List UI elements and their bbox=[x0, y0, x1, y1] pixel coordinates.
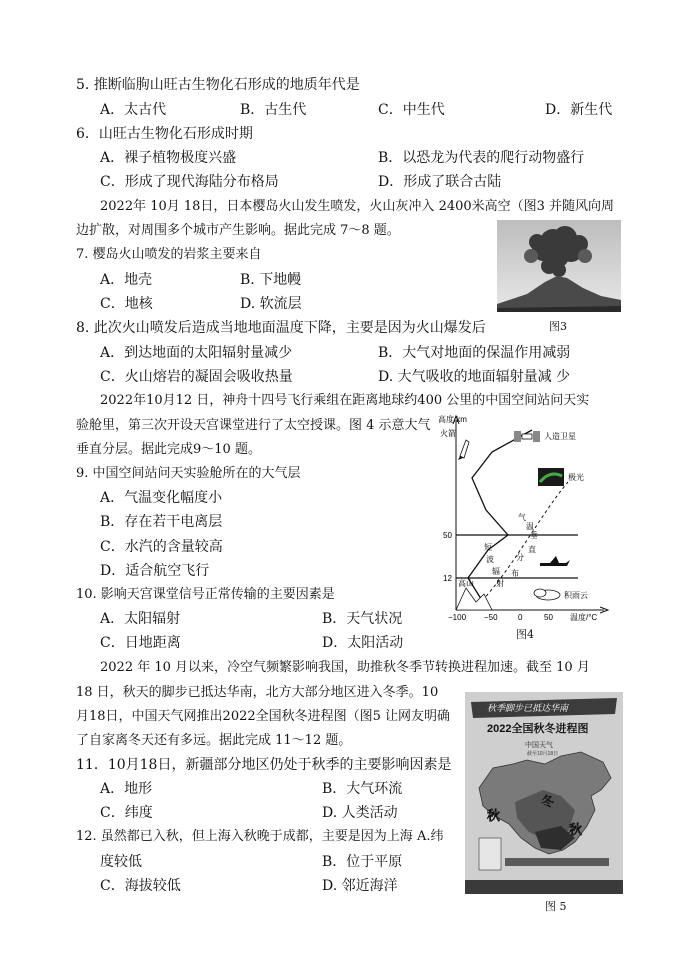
autumn-label-south: 秋 bbox=[569, 822, 583, 837]
map-date: 截至10月18日 bbox=[527, 751, 559, 757]
q11-option-d: D. 人类活动 bbox=[322, 805, 398, 821]
tick-12: 12 bbox=[443, 574, 452, 583]
cloud-label: 积雨云 bbox=[564, 591, 588, 600]
q12-option-d: D. 邻近海洋 bbox=[322, 878, 398, 894]
stratum-char-1: 气 bbox=[518, 513, 526, 522]
q12-option-b: B．位于平原 bbox=[322, 854, 403, 870]
q6-option-d: D．形成了联合古陆 bbox=[378, 174, 502, 190]
xtick-50: 50 bbox=[544, 613, 553, 622]
wave-char-3: 辐 bbox=[492, 567, 500, 576]
q5-option-c: C．中生代 bbox=[378, 102, 445, 118]
wave-char-4: 射 bbox=[496, 579, 504, 588]
airplane-icon bbox=[540, 556, 570, 566]
q8-option-c: C．火山熔岩的凝固会吸收热量 bbox=[100, 369, 293, 385]
stratum-char-2: 温 bbox=[526, 522, 534, 531]
map-brand: 中国天气 bbox=[525, 742, 553, 749]
q9-option-c: C．水汽的含量较高 bbox=[100, 539, 223, 555]
volcano-photo bbox=[497, 220, 621, 312]
stratum-char-5: 分 bbox=[516, 553, 524, 562]
passage3-line1: 2022 年 10 月以来，冷空气频繁影响我国，助推秋冬季节转换进程加速。截至 10 月 bbox=[100, 660, 590, 675]
q11-option-b: B．大气环流 bbox=[322, 781, 403, 797]
q11-option-c: C．纬度 bbox=[100, 805, 153, 821]
atmosphere-diagram bbox=[432, 410, 612, 625]
winter-label: 冬 bbox=[541, 794, 555, 809]
figure5-caption: 图 5 bbox=[545, 900, 567, 913]
y-axis-label: 高度/km bbox=[438, 415, 467, 424]
q7-option-c: C．地核 bbox=[100, 296, 153, 312]
mountain-icon bbox=[456, 588, 492, 610]
q6-option-b: B．以恐龙为代表的爬行动物盛行 bbox=[378, 150, 585, 166]
passage2-line1: 2022年10月12 日，神舟十四号飞行乘组在距离地球约400 公里的中国空间站问天实 bbox=[100, 393, 590, 408]
satellite-label: 人造卫星 bbox=[544, 432, 576, 441]
q9-option-d: D．适合航空飞行 bbox=[100, 563, 210, 579]
q5-option-b: B．古生代 bbox=[240, 102, 307, 118]
q11-stem: 11．10月18日，新疆部分地区仍处于秋季的主要影响因素是 bbox=[76, 757, 452, 773]
aurora-label: 极光 bbox=[568, 473, 584, 482]
q6-option-a: A．裸子植物极度兴盛 bbox=[100, 150, 237, 166]
passage2-line2: 验舱里，第三次开设天宫课堂进行了太空授课。图 4 示意大气 bbox=[76, 418, 431, 433]
passage1-line1: 2022年 10月 18日，日本樱岛火山发生喷发，火山灰冲入 2400米高空（图3 并随风向周 bbox=[100, 199, 615, 214]
autumn-winter-map bbox=[465, 692, 623, 894]
map-footer bbox=[465, 880, 623, 894]
q8-option-b: B．大气对地面的保温作用减弱 bbox=[378, 345, 571, 361]
stratum-char-3: 垂 bbox=[530, 531, 538, 540]
stratum-char-4: 直 bbox=[528, 545, 536, 554]
passage2-line3: 垂直分层。据此完成9～10 题。 bbox=[76, 442, 261, 457]
passage3-line4: 了自家离冬天还有多远。据此完成 11～12 题。 bbox=[76, 733, 352, 748]
q10-option-b: B．天气状况 bbox=[322, 611, 403, 627]
map-banner-text: 秋季脚步已抵达华南 bbox=[487, 703, 569, 713]
south-sea-inset bbox=[479, 838, 501, 870]
q8-option-a: A．到达地面的太阳辐射量减少 bbox=[100, 345, 293, 361]
wave-char-2: 波 bbox=[486, 555, 494, 564]
q10-option-d: D．太阳活动 bbox=[322, 635, 404, 651]
q9-option-a: A．气温变化幅度小 bbox=[100, 490, 223, 506]
passage1-line2: 边扩散，对周围多个城市产生影响。据此完成 7～8 题。 bbox=[76, 223, 400, 238]
q6-stem: 6．山旺古生物化石形成时期 bbox=[76, 126, 253, 142]
q11-option-a: A．地形 bbox=[100, 781, 153, 797]
xtick-minus50: −50 bbox=[484, 613, 498, 622]
q10-option-c: C．日地距离 bbox=[100, 635, 181, 651]
q12-line2: 度较低 bbox=[100, 854, 142, 870]
map-title: 2022全国秋冬进程图 bbox=[487, 723, 589, 735]
autumn-label-west: 秋 bbox=[487, 808, 501, 823]
q9-option-b: B．存在若干电离层 bbox=[100, 514, 223, 530]
q12-option-c: C．海拔较低 bbox=[100, 878, 181, 894]
q9-stem: 9. 中国空间站问天实验舱所在的大气层 bbox=[76, 466, 301, 481]
q7-option-a: A．地壳 bbox=[100, 272, 153, 288]
q8-option-d: D. 大气吸收的地面辐射量减 少 bbox=[378, 369, 571, 385]
q10-stem: 10. 影响天宫课堂信号正常传输的主要因素是 bbox=[76, 587, 335, 602]
mountain-label: 高山 bbox=[458, 579, 474, 588]
map-legend bbox=[505, 858, 609, 866]
x-axis-label: 温度/°C bbox=[570, 613, 598, 622]
xtick-0: 0 bbox=[518, 613, 523, 622]
rocket-icon bbox=[458, 440, 469, 460]
q5-option-a: A．太古代 bbox=[100, 102, 167, 118]
wave-char-1: 短 bbox=[484, 543, 492, 552]
q8-stem: 8. 此次火山喷发后造成当地地面温度下降，主要是因为火山爆发后 bbox=[76, 320, 486, 336]
q7-option-b: B. 下地幔 bbox=[240, 272, 302, 288]
figure4-caption: 图4 bbox=[516, 628, 534, 641]
stratum-char-6: 布 bbox=[511, 569, 519, 578]
q6-option-c: C．形成了现代海陆分布格局 bbox=[100, 174, 279, 190]
q12-line1: 12. 虽然都已入秋，但上海入秋晚于成都，主要是因为上海 A.纬 bbox=[76, 829, 444, 844]
cloud-icon bbox=[534, 589, 560, 600]
passage3-line2: 18 日，秋天的脚步已抵达华南，北方大部分地区进入冬季。10 bbox=[76, 685, 439, 700]
q7-option-d: D. 软流层 bbox=[240, 296, 302, 312]
q5-stem: 5. 推断临朐山旺古生物化石形成的地质年代是 bbox=[76, 77, 360, 93]
q10-option-a: A．太阳辐射 bbox=[100, 611, 181, 627]
rocket-label: 火箭 bbox=[440, 429, 456, 438]
xtick-minus100: −100 bbox=[448, 613, 467, 622]
passage3-line3: 月18日，中国天气网推出2022全国秋冬进程图（图5 让网友明确 bbox=[76, 709, 451, 724]
aurora-icon bbox=[538, 468, 564, 486]
q5-option-d: D．新生代 bbox=[545, 102, 613, 118]
figure3-caption: 图3 bbox=[549, 320, 567, 333]
tick-50: 50 bbox=[443, 531, 452, 540]
q7-stem: 7. 樱岛火山喷发的岩浆主要来自 bbox=[76, 247, 262, 262]
